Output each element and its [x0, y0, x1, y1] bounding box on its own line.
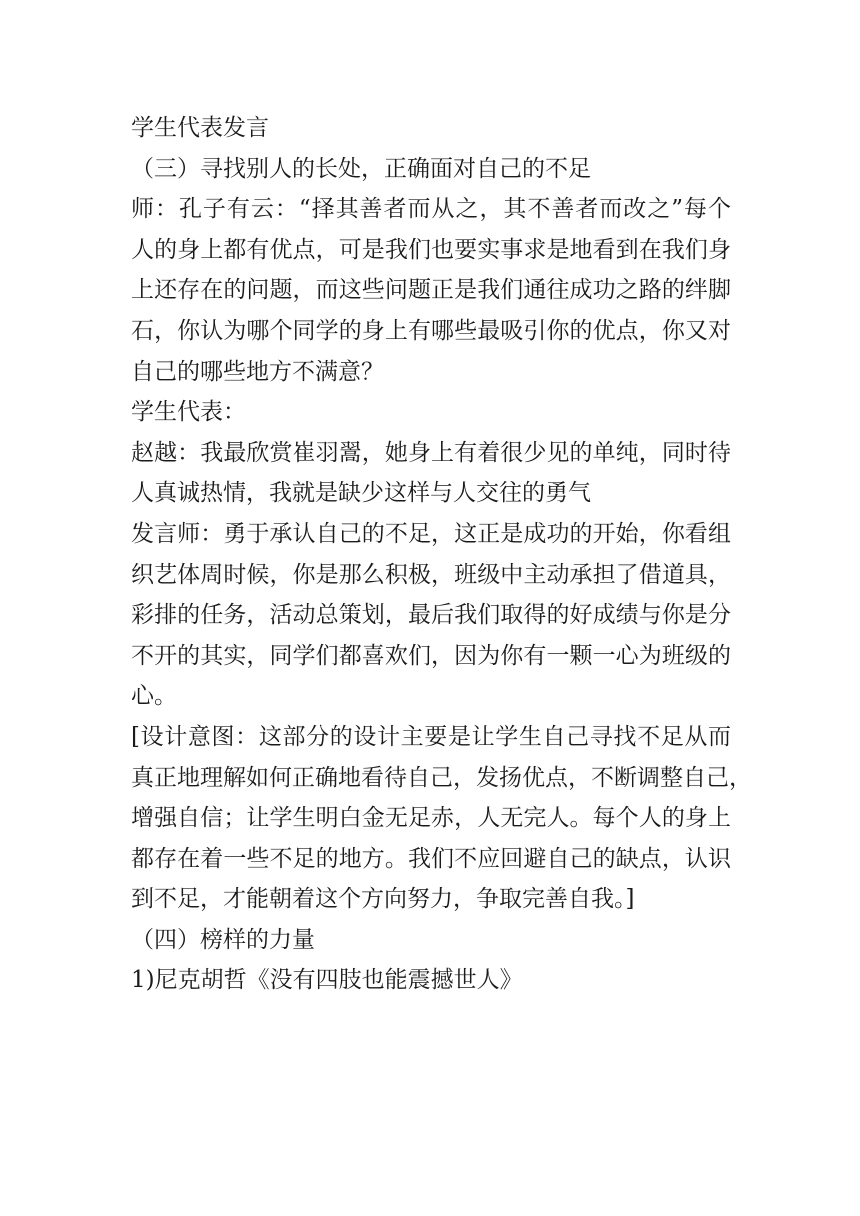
text-line: 都存在着一些不足的地方。我们不应回避自己的缺点，认识 — [131, 845, 731, 872]
text-line: 石，你认为哪个同学的身上有哪些最吸引你的优点，你又对 — [131, 317, 731, 344]
text-line: 真正地理解如何正确地看待自己，发扬优点，不断调整自己， — [131, 764, 752, 791]
student-representative-label: 学生代表： — [131, 399, 246, 426]
text-line: 人真诚热情，我就是缺少这样与人交往的勇气 — [131, 480, 591, 507]
text-line: 彩排的任务，活动总策划，最后我们取得的好成绩与你是分 — [131, 602, 731, 629]
text-line: [设计意图：这部分的设计主要是让学生自己寻找不足从而 — [131, 723, 731, 750]
text-line: 人的身上都有优点，可是我们也要实事求是地看到在我们身 — [131, 236, 731, 263]
text-line: 不开的其实，同学们都喜欢们，因为你有一颗一心为班级的 — [131, 642, 731, 669]
text-line: 赵越：我最欣赏崔羽翯，她身上有着很少见的单纯，同时待 — [131, 439, 731, 466]
text-line: 上还存在的问题，而这些问题正是我们通往成功之路的绊脚 — [131, 277, 731, 304]
teacher-response-paragraph — [131, 514, 731, 717]
section-heading-four: （四）榜样的力量 — [131, 926, 315, 953]
text-line: 师：孔子有云：“择其善者而从之，其不善者而改之”每个 — [131, 196, 731, 223]
student-paragraph — [131, 433, 731, 514]
text-line: 到不足，才能朝着这个方向努力，争取完善自我。] — [131, 886, 635, 913]
text-line: 自己的哪些地方不满意？ — [131, 358, 384, 385]
text-line: 织艺体周时候，你是那么积极，班级中主动承担了借道具， — [131, 561, 731, 588]
section-heading-three: （三）寻找别人的长处，正确面对自己的不足 — [131, 155, 591, 182]
text-line: 心。 — [131, 683, 177, 710]
text-line: 发言师：勇于承认自己的不足，这正是成功的开始，你看组 — [131, 520, 731, 547]
speaker-heading: 学生代表发言 — [131, 115, 269, 141]
list-item: 1)尼克胡哲《没有四肢也能震撼世人》 — [131, 967, 523, 994]
design-intent-paragraph — [131, 717, 752, 920]
text-line: 增强自信；让学生明白金无足赤，人无完人。每个人的身上 — [131, 805, 731, 832]
teacher-paragraph — [131, 189, 731, 392]
document-body — [131, 108, 752, 1001]
